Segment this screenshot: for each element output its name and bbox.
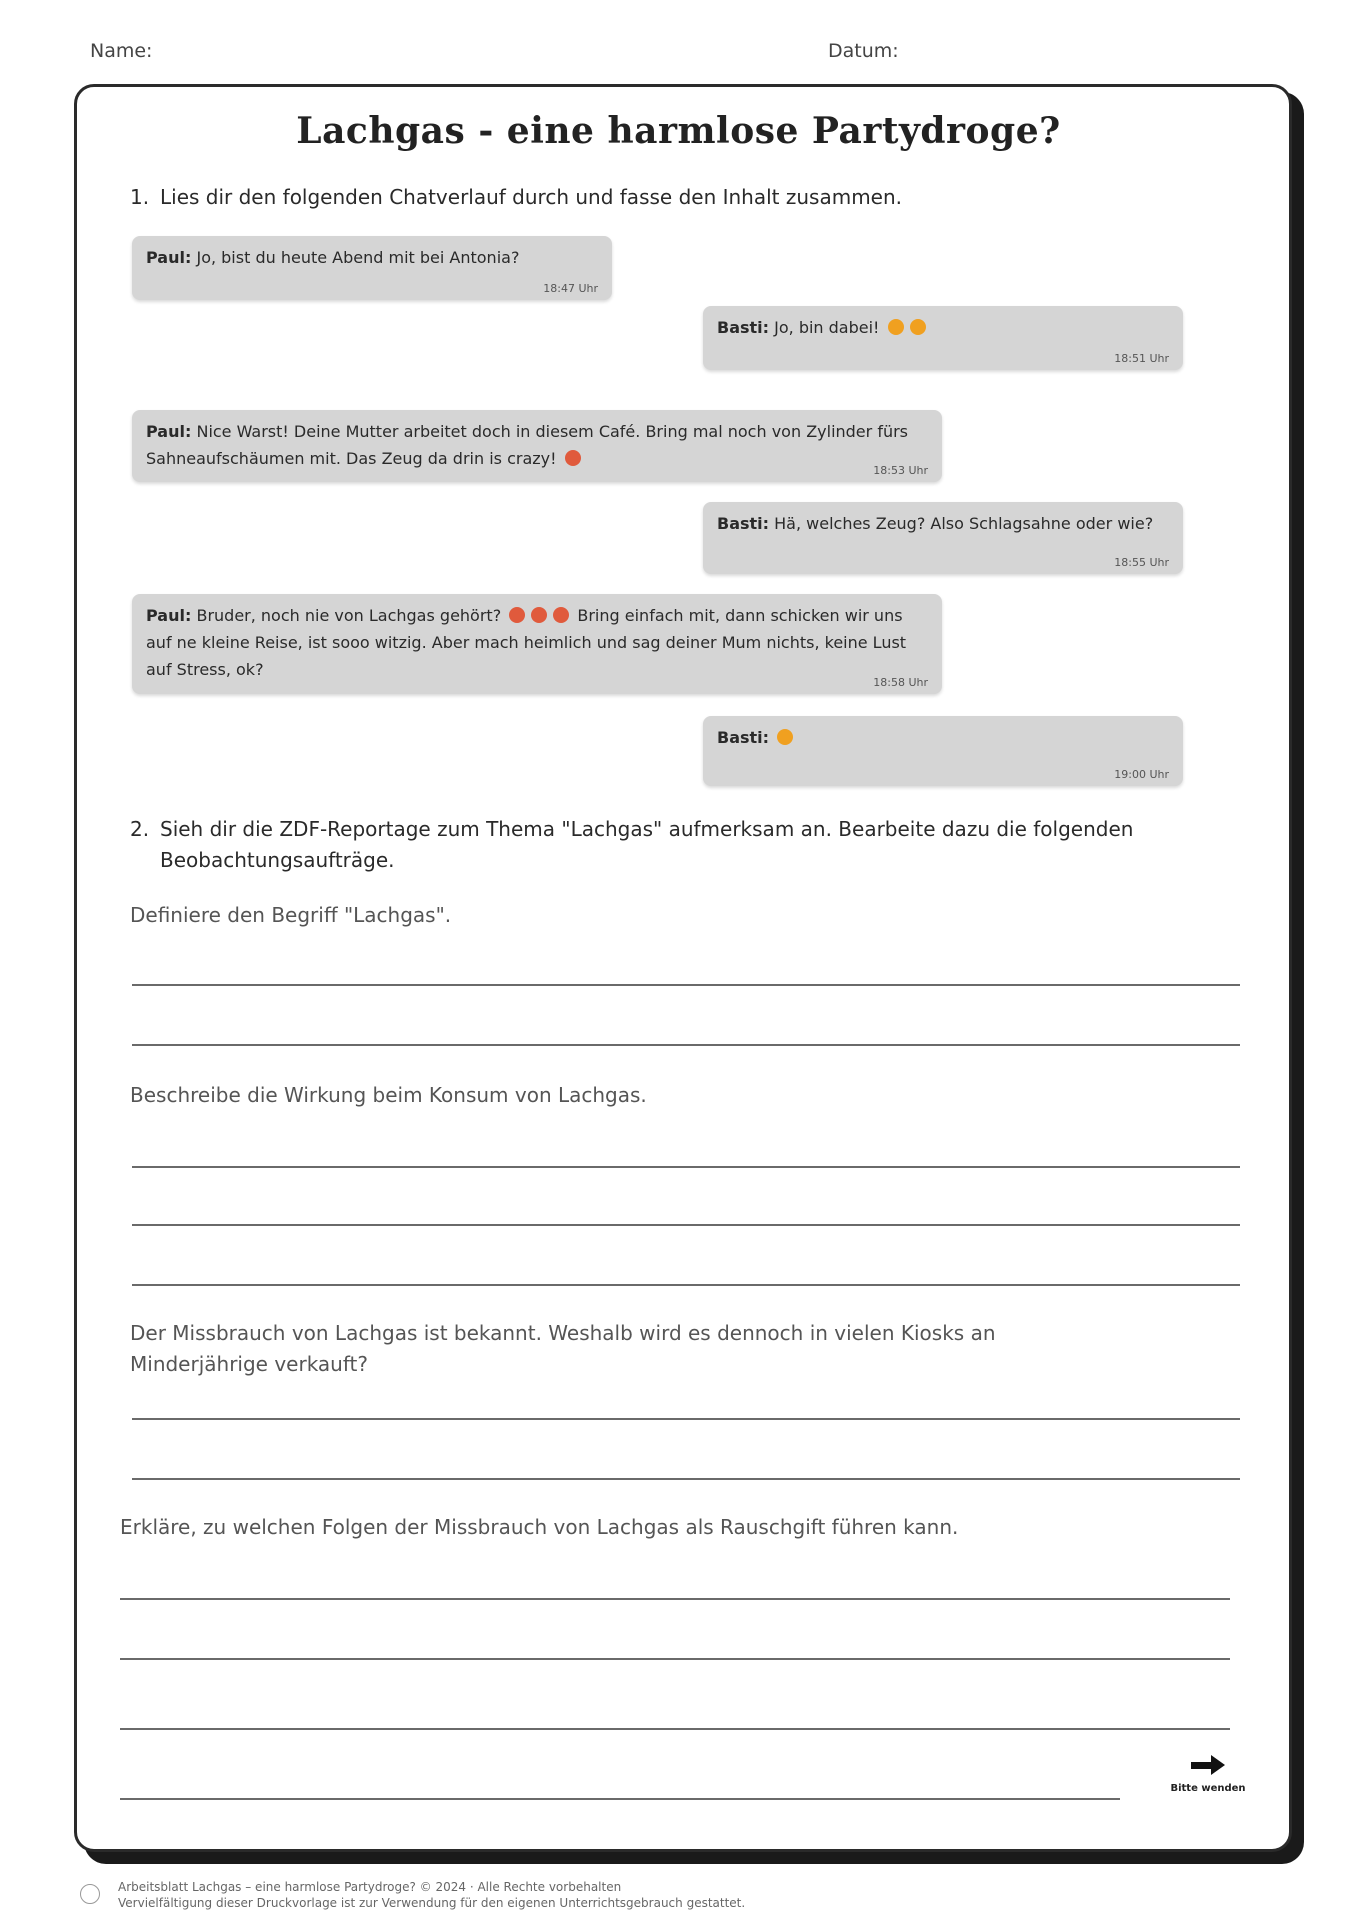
date-label: Datum: xyxy=(828,40,899,62)
chat-sender: Paul: xyxy=(146,606,192,625)
chat-bubble-paul-3 xyxy=(132,594,942,694)
chat-message: Nice Warst! Deine Mutter arbeitet doch in diesem Café. Bring mal noch von Zylinder fürs Sahneaufschäumen mit. Das Zeug da drin is crazy! xyxy=(146,422,908,468)
chat-sender: Basti: xyxy=(717,318,770,337)
laughing-emoji-icon xyxy=(531,607,547,623)
answer-line xyxy=(120,1658,1230,1660)
task-number: 2. xyxy=(130,817,150,841)
answer-line xyxy=(132,1044,1240,1046)
turn-page-label: Bitte wenden xyxy=(1170,1783,1246,1794)
footer-line-1: Arbeitsblatt Lachgas – eine harmlose Partydroge? © 2024 · Alle Rechte vorbehalten xyxy=(118,1880,622,1894)
task-number: 1. xyxy=(130,185,150,209)
answer-line xyxy=(120,1798,1120,1800)
smiley-emoji-icon xyxy=(910,319,926,335)
laughing-emoji-icon xyxy=(553,607,569,623)
chat-timestamp: 18:51 Uhr xyxy=(1114,352,1169,365)
question-prompt-3: Der Missbrauch von Lachgas ist bekannt. Weshalb wird es dennoch in vielen Kiosks an Minderjährige verkauft? xyxy=(130,1321,996,1376)
chat-timestamp: 18:47 Uhr xyxy=(543,282,598,295)
smiley-emoji-icon xyxy=(888,319,904,335)
copyright-icon xyxy=(80,1884,100,1904)
chat-timestamp: 19:00 Uhr xyxy=(1114,768,1169,781)
chat-bubble-paul-1 xyxy=(132,236,612,300)
answer-line xyxy=(132,1284,1240,1286)
chat-sender: Basti: xyxy=(717,514,770,533)
turn-page-hint xyxy=(1158,1755,1258,1794)
task-text: Lies dir den folgenden Chatverlauf durch und fasse den Inhalt zusammen. xyxy=(160,185,903,209)
chat-sender: Basti: xyxy=(717,728,770,747)
answer-line xyxy=(132,984,1240,986)
task-2 xyxy=(130,814,1240,876)
chat-message: Jo, bist du heute Abend mit bei Antonia? xyxy=(196,248,520,267)
task-1 xyxy=(130,182,1240,213)
chat-timestamp: 18:58 Uhr xyxy=(873,676,928,689)
task-text: Sieh dir die ZDF-Reportage zum Thema "Lachgas" aufmerksam an. Bearbeite dazu die folgenden Beobachtungsaufträge. xyxy=(160,817,1134,872)
question-prompt-4: Erkläre, zu welchen Folgen der Missbrauch von Lachgas als Rauschgift führen kann. xyxy=(120,1515,959,1539)
answer-line xyxy=(132,1478,1240,1480)
chat-sender: Paul: xyxy=(146,248,192,267)
question-prompt-2: Beschreibe die Wirkung beim Konsum von Lachgas. xyxy=(130,1083,647,1107)
chat-timestamp: 18:55 Uhr xyxy=(1114,556,1169,569)
chat-timestamp: 18:53 Uhr xyxy=(873,464,928,477)
footer-line-2: Vervielfältigung dieser Druckvorlage ist zur Verwendung für den eigenen Unterrichtsgebrauch gestattet. xyxy=(118,1896,746,1910)
arrow-right-icon xyxy=(1191,1755,1225,1775)
answer-line xyxy=(120,1598,1230,1600)
answer-line xyxy=(132,1224,1240,1226)
chat-message: Jo, bin dabei! xyxy=(774,318,880,337)
chat-message: Bruder, noch nie von Lachgas gehört? xyxy=(196,606,502,625)
chat-bubble-basti-2 xyxy=(703,502,1183,574)
chat-bubble-basti-3 xyxy=(703,716,1183,786)
answer-line xyxy=(120,1728,1230,1730)
laughing-emoji-icon xyxy=(509,607,525,623)
chat-bubble-paul-2 xyxy=(132,410,942,482)
chat-sender: Paul: xyxy=(146,422,192,441)
page-title: Lachgas - eine harmlose Partydroge? xyxy=(296,110,1061,152)
answer-line xyxy=(132,1166,1240,1168)
chat-message: Hä, welches Zeug? Also Schlagsahne oder wie? xyxy=(774,514,1154,533)
laughing-emoji-icon xyxy=(565,450,581,466)
answer-line xyxy=(132,1418,1240,1420)
name-label: Name: xyxy=(90,40,153,62)
chat-bubble-basti-1 xyxy=(703,306,1183,370)
chat-message: Bring einfach mit, dann schicken wir uns auf ne kleine Reise, ist sooo witzig. Aber mach heimlich und sag deiner Mum nichts, keine Lust auf Stress, ok? xyxy=(146,606,907,679)
smiley-emoji-icon xyxy=(777,729,793,745)
question-prompt-1: Definiere den Begriff "Lachgas". xyxy=(130,903,452,927)
